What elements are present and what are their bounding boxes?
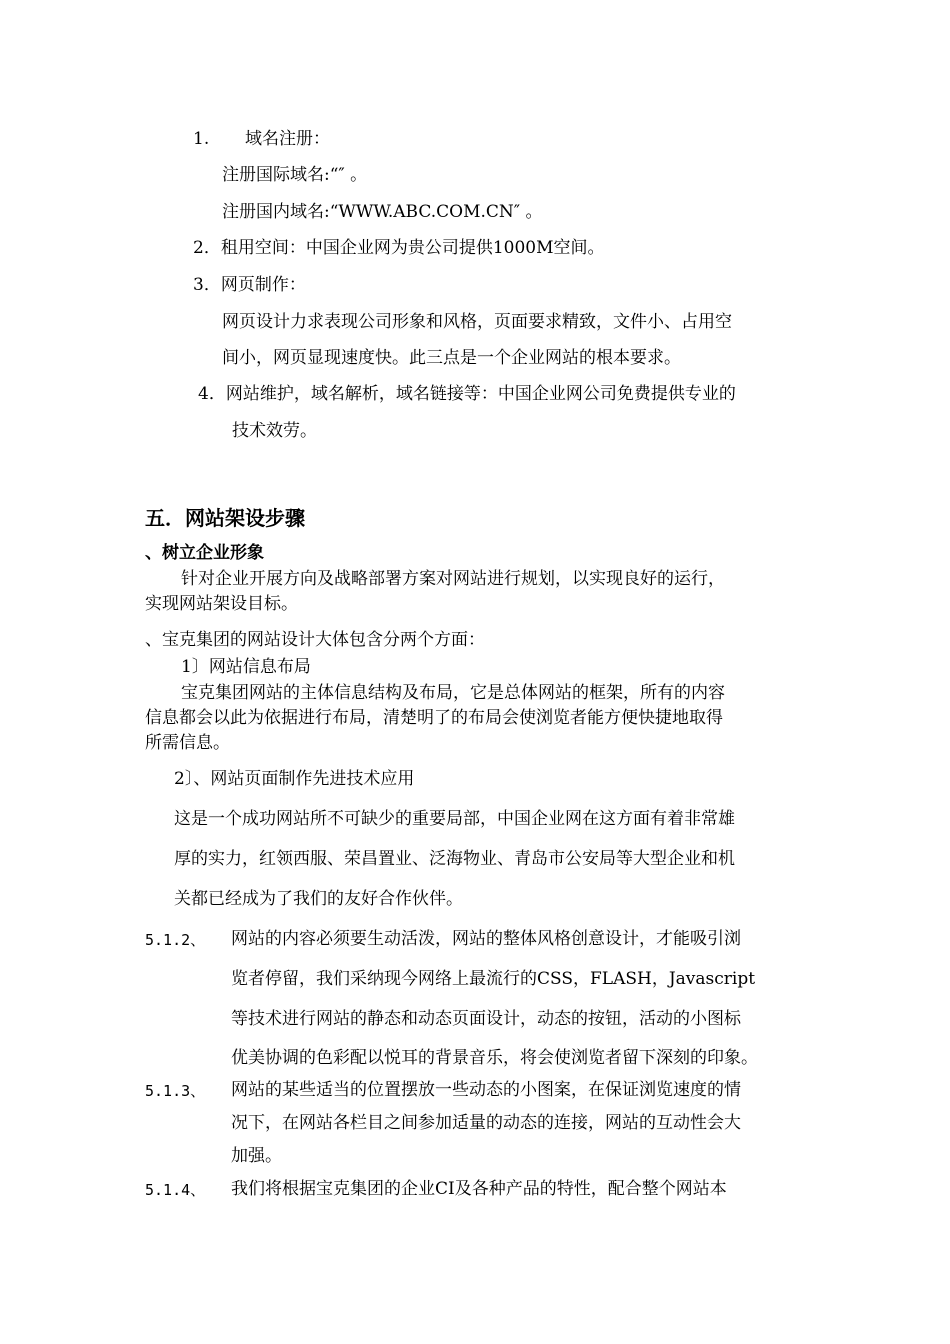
subsection-2-item-2-line-1: 这是一个成功网站所不可缺少的重要局部，中国企业网在这方面有着非常雄	[174, 809, 735, 829]
item-5-1-2-line-4: 优美协调的色彩配以悦耳的背景音乐，将会使浏览者留下深刻的印象。	[231, 1048, 758, 1068]
subsection-2-item-1-line-1: 宝克集团网站的主体信息结构及布局，它是总体网站的框架，所有的内容	[181, 683, 725, 703]
item-1-line-2: 注册国际域名:“″ 。	[222, 165, 368, 185]
item-5-1-2-number: 5.1.2、	[145, 931, 206, 949]
item-5-1-4-number: 5.1.4、	[145, 1181, 206, 1199]
subsection-2-item-2-line-2: 厚的实力，红领西服、荣昌置业、泛海物业、青岛市公安局等大型企业和机	[174, 849, 735, 869]
subsection-1-paragraph-line-2: 实现网站架设目标。	[145, 594, 298, 614]
item-5-1-3-number: 5.1.3、	[145, 1082, 206, 1100]
subsection-2-item-2-line-3: 关都已经成为了我们的友好合作伙伴。	[174, 889, 463, 909]
item-5-1-4-line-1: 我们将根据宝克集团的企业CI及各种产品的特性，配合整个网站本	[231, 1179, 727, 1199]
subsection-2-item-1-title: 1〕网站信息布局	[181, 657, 311, 677]
item-5-1-3-line-2: 况下，在网站各栏目之间参加适量的动态的连接，网站的互动性会大	[231, 1113, 741, 1133]
subsection-1-heading: 、树立企业形象	[145, 543, 264, 563]
item-2-text: 2．租用空间：中国企业网为贵公司提供1000M空间。	[193, 238, 605, 258]
item-3-paragraph-2: 间小，网页显现速度快。此三点是一个企业网站的根本要求。	[222, 348, 681, 368]
subsection-2-item-2-title: 2〕、网站页面制作先进技术应用	[174, 769, 415, 789]
item-4-paragraph-1: 4．网站维护，域名解析，域名链接等：中国企业网公司免费提供专业的	[198, 384, 736, 404]
item-1-text: 域名注册：	[245, 129, 330, 149]
item-3-paragraph-1: 网页设计力求表现公司形象和风格，页面要求精致，文件小、占用空	[222, 312, 732, 332]
item-5-1-2-line-3: 等技术进行网站的静态和动态页面设计，动态的按钮，活动的小图标	[231, 1009, 741, 1029]
item-5-1-2-line-2: 览者停留，我们采纳现今网络上最流行的CSS，FLASH，Javascript	[231, 969, 756, 989]
subsection-2-heading: 、宝克集团的网站设计大体包含分两个方面：	[145, 630, 485, 650]
item-4-paragraph-2: 技术效劳。	[232, 421, 317, 441]
item-1-line-3: 注册国内域名:“WWW.ABC.COM.CN″ 。	[222, 202, 543, 222]
section-5-heading: 五．网站架设步骤	[145, 506, 305, 530]
item-5-1-2-line-1: 网站的内容必须要生动活泼，网站的整体风格创意设计，才能吸引浏	[231, 929, 741, 949]
subsection-2-item-1-line-2: 信息都会以此为依据进行布局，清楚明了的布局会使浏览者能方便快捷地取得	[145, 708, 723, 728]
item-3-text: 3．网页制作：	[193, 275, 306, 295]
item-1-number: 1.	[193, 129, 210, 149]
subsection-1-paragraph-line-1: 针对企业开展方向及战略部署方案对网站进行规划，以实现良好的运行，	[181, 569, 725, 589]
subsection-2-item-1-line-3: 所需信息。	[145, 733, 230, 753]
item-5-1-3-line-1: 网站的某些适当的位置摆放一些动态的小图案，在保证浏览速度的情	[231, 1080, 741, 1100]
item-5-1-3-line-3: 加强。	[231, 1146, 282, 1166]
